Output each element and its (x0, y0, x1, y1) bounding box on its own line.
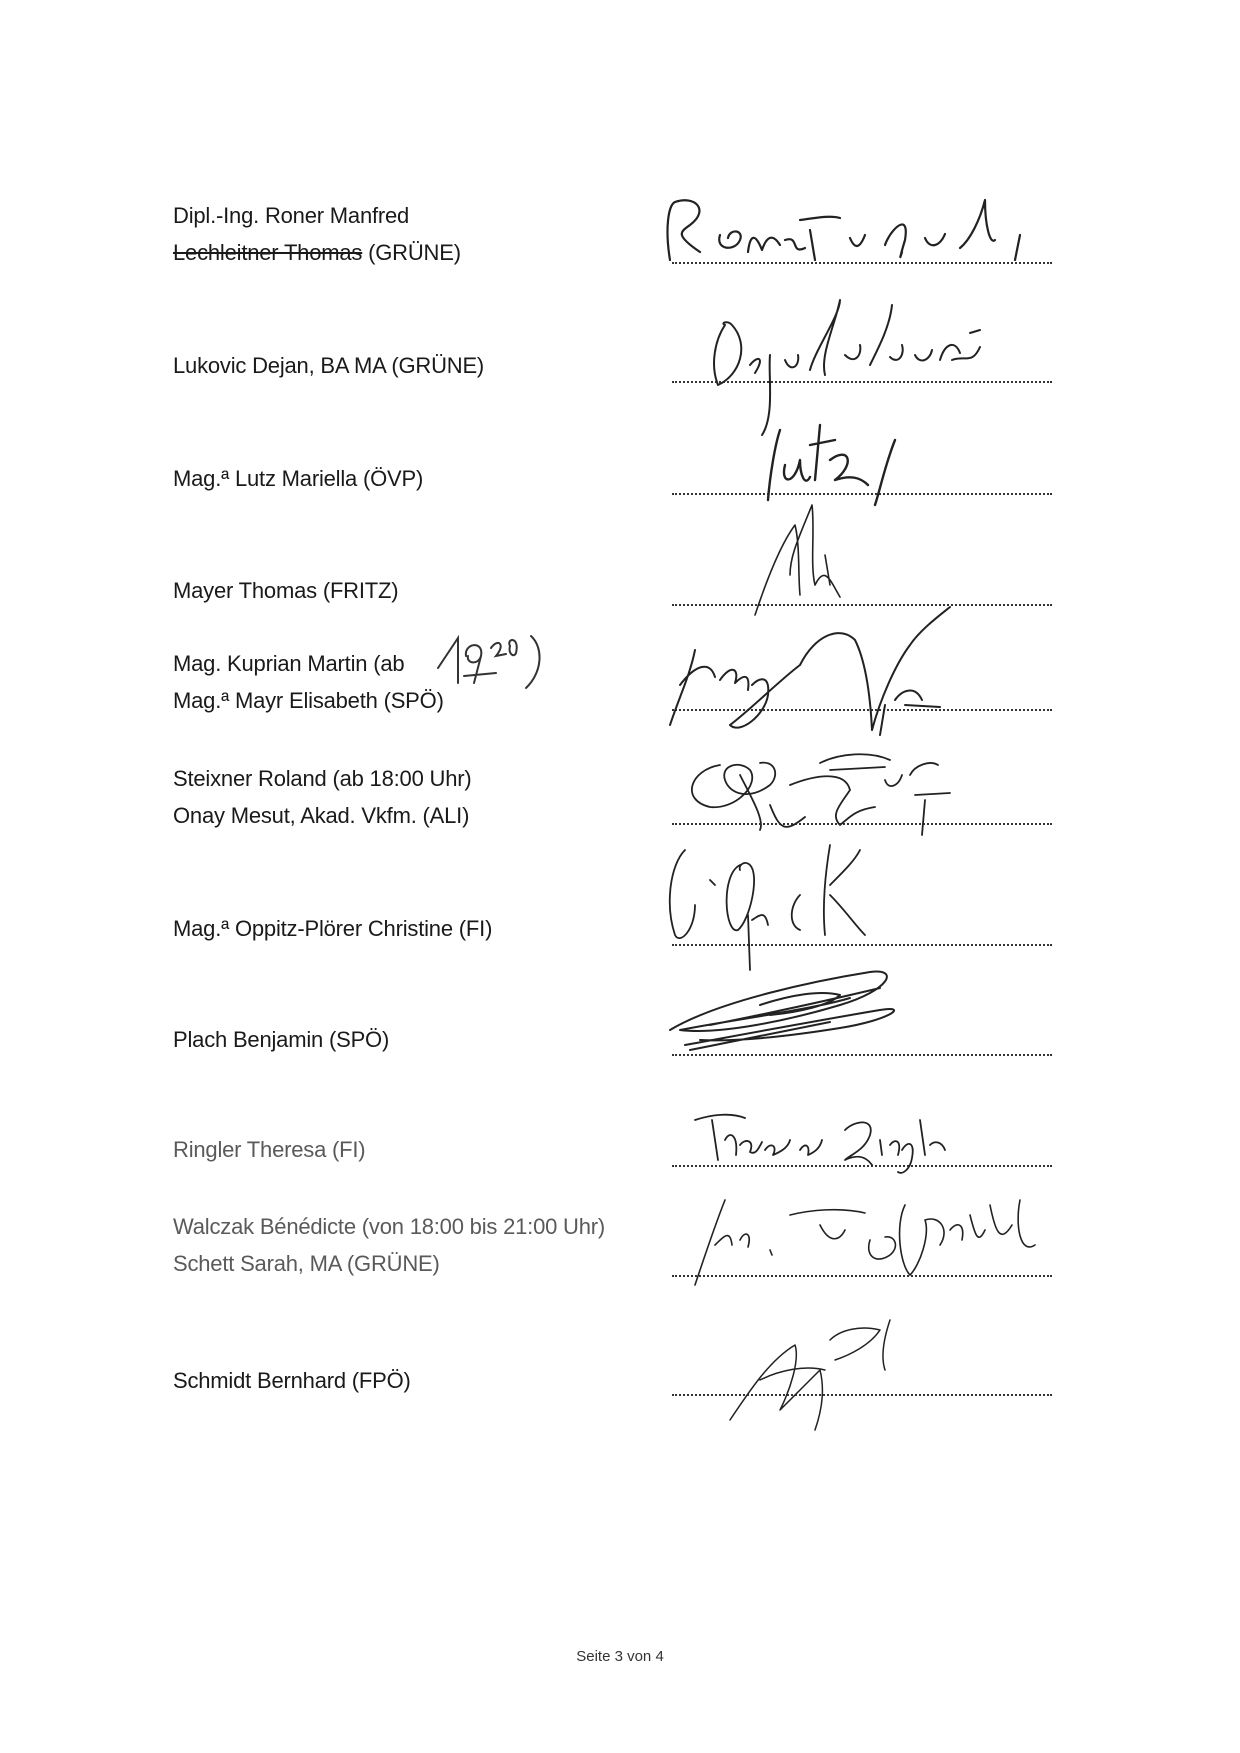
name-line: Mag. Kuprian Martin (ab (173, 651, 405, 676)
signature-oppitz (640, 835, 1180, 975)
signature-ringler (640, 1100, 1180, 1180)
signature-line (672, 944, 1052, 946)
signature-line (672, 262, 1052, 264)
signature-line (672, 1394, 1052, 1396)
handwritten-note-1920 (436, 628, 546, 693)
signature-walczak (640, 1185, 1180, 1315)
signature-lutz (640, 405, 1180, 505)
entry-names (173, 572, 398, 609)
name-line: Mag.ª Mayr Elisabeth (SPÖ) (173, 688, 444, 713)
name-line: Mag.ª Lutz Mariella (ÖVP) (173, 466, 424, 491)
entry-names (173, 760, 472, 834)
struck-name: Lechleitner Thomas (173, 240, 363, 265)
name-line (173, 234, 461, 271)
name-line: Plach Benjamin (SPÖ) (173, 1027, 390, 1052)
signature-line (672, 604, 1052, 606)
entry-names (173, 1021, 389, 1058)
signature-lukovic (640, 295, 1180, 445)
signature-mayer (640, 485, 1180, 615)
entry-names (173, 197, 461, 271)
party-label: (GRÜNE) (362, 240, 461, 265)
signature-line (672, 1275, 1052, 1277)
signature-schmidt (640, 1300, 1180, 1450)
signature-line (672, 709, 1052, 711)
name-line: Mag.ª Oppitz-Plörer Christine (FI) (173, 916, 493, 941)
name-line: Walczak Bénédicte (von 18:00 bis 21:00 Uhr) (173, 1214, 606, 1239)
signature-line (672, 493, 1052, 495)
name-line: Ringler Theresa (FI) (173, 1137, 366, 1162)
signature-kuprian (640, 605, 1180, 745)
entry-names (173, 1362, 411, 1399)
signature-line (672, 381, 1052, 383)
page-footer: Seite 3 von 4 (576, 1648, 664, 1665)
name-line: Dipl.-Ing. Roner Manfred (173, 203, 410, 228)
signature-roner (640, 190, 1180, 280)
name-line: Lukovic Dejan, BA MA (GRÜNE) (173, 353, 485, 378)
name-line: Mayer Thomas (FRITZ) (173, 578, 399, 603)
entry-names (173, 347, 484, 384)
name-line: Onay Mesut, Akad. Vkfm. (ALI) (173, 803, 470, 828)
signature-steixner (640, 745, 1180, 845)
signature-line (672, 823, 1052, 825)
entry-names (173, 910, 492, 947)
entry-names (173, 1208, 605, 1282)
entry-names (173, 460, 423, 497)
signature-line (672, 1165, 1052, 1167)
entry-names (173, 645, 444, 719)
name-line: Steixner Roland (ab 18:00 Uhr) (173, 766, 472, 791)
name-line: Schmidt Bernhard (FPÖ) (173, 1368, 411, 1393)
signature-line (672, 1054, 1052, 1056)
signature-plach (640, 960, 1180, 1060)
entry-names (173, 1131, 365, 1168)
name-line: Schett Sarah, MA (GRÜNE) (173, 1251, 440, 1276)
